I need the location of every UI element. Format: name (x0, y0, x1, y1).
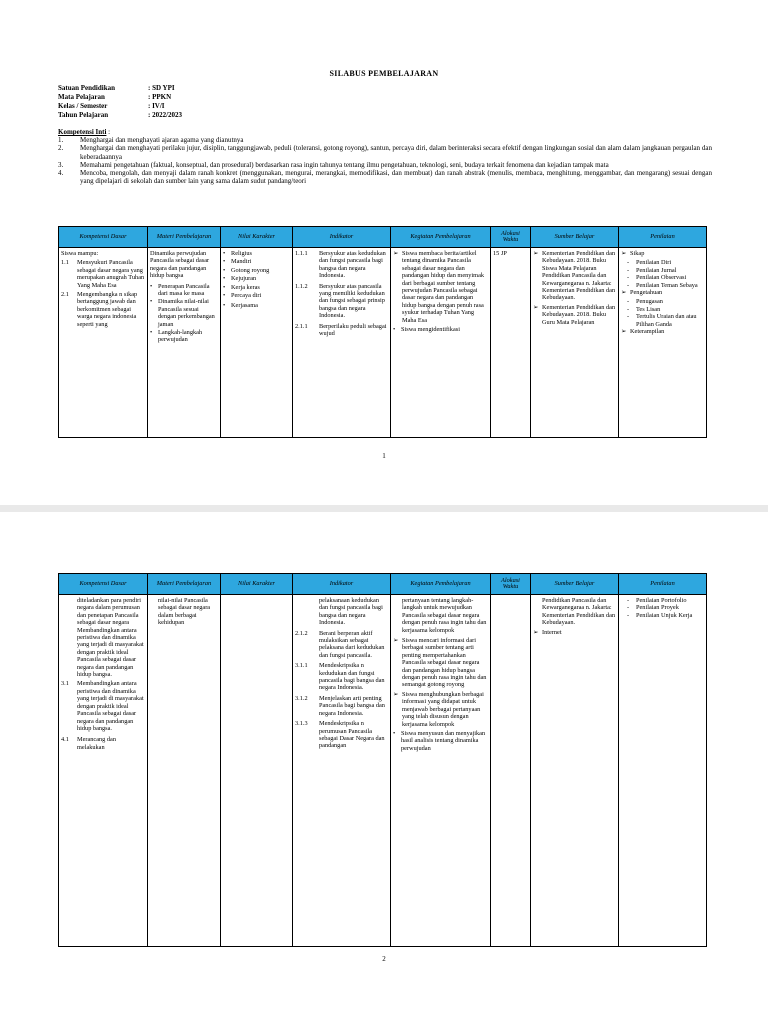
bullet-icon: • (223, 250, 226, 257)
materi-item (150, 283, 218, 298)
cell-penilaian (619, 248, 707, 438)
cell-kegiatan (391, 595, 491, 947)
penilaian-item (621, 604, 704, 611)
kegiatan-item (393, 326, 488, 333)
nilai-item (223, 250, 290, 257)
kegiatan-text: Siswa membaca berita/artikel tentang dinamika Pancasila sebagai dasar negara dan pandangan hidup dan menyimak dari berbagai sumber tentang perwujudan Pancasila sebagai dasar negara dan pandangan hidup bangsa dengan penuh rasa syukur terhadap Tuhan Yang Maha Esa (402, 250, 485, 324)
penilaian-text: Penilaian Portofolio (636, 597, 687, 604)
header-alokasi-waktu: Alokasi Waktu (491, 227, 531, 248)
ki-title: Kompetensi Inti (58, 128, 107, 136)
penilaian-item (621, 267, 704, 274)
kd-intro: Siswa mampu: (61, 250, 99, 257)
arrow-bullet-icon: ➢ (533, 628, 539, 636)
cell-alokasi-waktu: 15 JP (491, 248, 531, 438)
dash-icon: - (627, 604, 630, 612)
meta-label: Mata Pelajaran (58, 93, 105, 101)
indikator-text: Mendeskripsika n kedudukan dan fungsi pancasila bagi bangsa dan negara Indonesia. (319, 662, 385, 692)
ki-item (58, 144, 712, 160)
meta-row (58, 84, 182, 93)
indikator-number: 3.1.1 (295, 662, 308, 670)
indikator-item (295, 662, 388, 692)
kd-text: Mensyukuri Pancasila sebagai dasar negara yang merupakan anugrah Tuhan Yang Maha Esa (77, 259, 145, 289)
indikator-number: 3.1.2 (295, 694, 308, 702)
indikator-number: 2.1.2 (295, 629, 308, 637)
meta-value: : SD YPI (148, 84, 175, 92)
cell-indikator (293, 248, 391, 438)
silabus-table-page-2 (58, 573, 707, 947)
cell-kompetensi-dasar (59, 248, 148, 438)
nilai-text: Religius (231, 250, 252, 257)
bullet-icon: • (223, 258, 226, 266)
arrow-bullet-icon: ➢ (533, 303, 539, 311)
header-nilai-karakter: Nilai Karakter (221, 227, 293, 248)
header-sumber-belajar: Sumber Belajar (531, 574, 619, 595)
kd-number: 3.1 (61, 680, 69, 688)
sumber-item (533, 304, 616, 326)
penilaian-item (621, 274, 704, 281)
penilaian-group-title: Keterampilan (630, 328, 665, 336)
dash-icon: - (627, 259, 630, 267)
kd-number: 1.1 (61, 259, 69, 267)
indikator-item (295, 250, 388, 280)
kegiatan-item (393, 730, 488, 752)
header-materi: Materi Pembelajaran (148, 574, 221, 595)
arrow-bullet-icon: ➢ (393, 637, 399, 645)
nilai-text: Kerja keras (231, 283, 260, 291)
header-indikator: Indikator (293, 227, 391, 248)
ki-number: 3. (58, 160, 64, 169)
arrow-bullet-icon: ➢ (533, 250, 539, 257)
sumber-continuation: Pendidikan Pancasila dan Kewarganegaraa n. Jakarta: Kementerian Pendidikan dan Kebudayaan. (542, 597, 616, 627)
cell-sumber-belajar (531, 248, 619, 438)
bullet-icon: • (393, 729, 396, 737)
indikator-item (295, 695, 388, 717)
materi-item (150, 298, 218, 328)
kegiatan-item (393, 691, 488, 728)
kd-text: Membandingkan antara peristiwa dan dinamika yang terjadi di masyarakat dengan praktik ideal Pancasila sebagai dasar negara dan pandangan hidup bangsa. (77, 680, 144, 732)
dash-icon: - (627, 313, 630, 321)
header-materi: Materi Pembelajaran (148, 227, 221, 248)
cell-penilaian (619, 595, 707, 947)
table-row (59, 248, 707, 438)
cell-nilai-karakter (221, 595, 293, 947)
indikator-item (295, 720, 388, 750)
penilaian-text: Penilaian Teman Sebaya (636, 281, 698, 289)
kegiatan-text: Siswa mengidentifikasi (401, 326, 460, 334)
meta-row (58, 93, 182, 102)
nilai-item (223, 267, 290, 274)
document-title: SILABUS PEMBELAJARAN (329, 69, 439, 78)
kd-item (61, 736, 145, 751)
arrow-bullet-icon: ➢ (621, 250, 627, 257)
sumber-item (533, 629, 616, 636)
ki-text: Mencoba, mengolah, dan menyaji dalam ranah konkret (menggunakan, mengurai, merangkai, memodifikasi, dan membuat) dan ranah abstrak (menulis, membaca, menghitung, menggambar, dan mengarang) sesuai dengan yang dipelajari di sekolah dan sumber lain yang sama dalam sudut pandang/teori (80, 169, 712, 186)
table-header-row (59, 574, 707, 595)
materi-item (150, 329, 218, 344)
header-kegiatan: Kegiatan Pembelajaran (391, 574, 491, 595)
nilai-item (223, 275, 290, 282)
ki-number: 2. (58, 144, 64, 153)
ki-colon: : (106, 128, 111, 136)
kd-continuation: diteladankan para pendiri negara dalam perumusan dan penetapan Pancasila sebagai dasar negara Membandingkan antara peristiwa dan dinamika yang terjadi di masyarakat dengan praktik ideal Pancasila sebagai dasar negara dan pandangan hidup bangsa. (77, 597, 144, 679)
sumber-text: Kementerian Pendidikan dan Kebudayaan. 2018. Buku Siswa Mata Pelajaran Pendidikan Pancasila dan Kewarganegaraa n. Jakarta: Kementerian Pendidikan dan Kebudayaan. (542, 250, 616, 302)
nilai-text: Gotong royong (231, 266, 270, 274)
page-number: 2 (382, 955, 386, 963)
header-penilaian: Penilaian (619, 574, 707, 595)
cell-sumber-belajar (531, 595, 619, 947)
ki-heading (58, 128, 712, 136)
materi-continuation: nilai-nilai Pancasila sebagai dasar negara dalam berbagai kehidupan (158, 597, 211, 627)
nilai-item (223, 292, 290, 299)
indikator-text: Berani berperan aktif mulaksikan sebagai pelaksana dari kedudukan dan fungsi pancasila. (319, 629, 385, 659)
bullet-icon: • (223, 292, 226, 300)
kd-number: 2.1 (61, 291, 69, 299)
kegiatan-item (393, 637, 488, 689)
kd-item (61, 680, 145, 732)
nilai-text: Kejujuran (231, 275, 257, 283)
nilai-item (223, 258, 290, 265)
penilaian-item (621, 306, 704, 313)
penilaian-item (621, 298, 704, 305)
ki-number: 1. (58, 136, 64, 145)
penilaian-text: Penilaian Jurnal (636, 266, 677, 274)
arrow-bullet-icon: ➢ (393, 250, 399, 257)
sumber-item (533, 250, 616, 302)
penilaian-text: Penugasan (636, 298, 663, 306)
kd-text: Mengembangka n sikap bertanggung jawab dan berkomitmen sebagai warga negara indonesia seperti yang (77, 291, 138, 328)
kd-item (61, 291, 145, 328)
meta-row (58, 102, 182, 111)
kompetensi-inti (58, 128, 712, 185)
ki-text: Menghargai dan menghayati ajaran agama yang dianutnya (80, 136, 244, 145)
cell-kompetensi-dasar (59, 595, 148, 947)
document-meta (58, 84, 182, 120)
dash-icon: - (627, 597, 630, 604)
bullet-icon: • (223, 266, 226, 274)
meta-label: Tahun Pelajaran (58, 111, 109, 119)
nilai-text: Mandiri (231, 258, 252, 266)
dash-icon: - (627, 298, 630, 306)
penilaian-text: Tertulis Uraian dan atau Pilihan Ganda (636, 313, 697, 328)
indikator-item (295, 630, 388, 660)
dash-icon: - (627, 274, 630, 282)
penilaian-group (621, 289, 704, 296)
kegiatan-text: Siswa menyusun dan menyajikan hasil analisis tentang dinamika perwujudan (401, 729, 486, 752)
nilai-item (223, 284, 290, 291)
indikator-item (295, 323, 388, 338)
indikator-number: 3.1.3 (295, 720, 308, 728)
indikator-text: Bersyukur atas pancasila yang memiliki kedudukan dan fungsi sebagai prinsip bangsa dan negara Indonesia. (319, 282, 385, 320)
bullet-icon: • (150, 329, 153, 337)
penilaian-text: Penilaian Unjuk Kerja (636, 611, 693, 619)
penilaian-group (621, 328, 704, 335)
cell-alokasi-waktu (491, 595, 531, 947)
kegiatan-text: Siswa mencari informasi dari berbagai sumber tentang arti penting mempertahankan Pancasila sebagai dasar negara dan pandangan hidup bangsa dengan penuh rasa ingin tahu dan semangat gotong royong (402, 637, 487, 689)
table-header-row (59, 227, 707, 248)
arrow-bullet-icon: ➢ (621, 289, 627, 297)
ki-text: Memahami pengetahuan (faktual, konseptual, dan prosedural) berdasarkan rasa ingin tahunya tentang ilmu pengetahuan, teknologi, seni, budaya terkait fenomena dan kejadian tampak mata (80, 160, 609, 169)
kd-number: 4.1 (61, 736, 69, 744)
penilaian-text: Penilaian Observasi (636, 274, 687, 282)
meta-label: Satuan Pendidikan (58, 84, 115, 92)
nilai-text: Kerjasama (231, 302, 258, 310)
bullet-icon: • (223, 275, 226, 283)
penilaian-text: Penilaian Diri (636, 259, 672, 267)
cell-materi (148, 595, 221, 947)
cell-nilai-karakter (221, 248, 293, 438)
table-row (59, 595, 707, 947)
sumber-text: Kementerian Pendidikan dan Kebudayaan. 2018. Buku Guru Mata Pelajaran (542, 303, 616, 326)
document-page-2 (0, 512, 768, 1024)
bullet-icon: • (150, 282, 153, 290)
header-indikator: Indikator (293, 574, 391, 595)
penilaian-item (621, 282, 704, 289)
cell-kegiatan (391, 248, 491, 438)
penilaian-group-title: Sikap (630, 250, 645, 257)
kegiatan-text: Siswa menghubungkan berbagai informasi yang didapat untuk menjawab berbagai pertanyaan yang telah disusun dengan kerjasama kelompok (402, 690, 484, 728)
kegiatan-item (393, 250, 488, 324)
dash-icon: - (627, 611, 630, 619)
dash-icon: - (627, 305, 630, 313)
indikator-text: Menjelaskan arti penting Pancasila bagi bangsa dan negara Indonesia. (319, 694, 385, 717)
meta-value: : IV/I (148, 102, 165, 110)
indikator-text: Bersyukur atas kedudukan dan fungsi pancasila bagi bangsa dan negara Indonesia. (319, 250, 386, 280)
silabus-table-page-1 (58, 226, 707, 438)
penilaian-item (621, 597, 704, 604)
indikator-number: 2.1.1 (295, 322, 308, 330)
kd-item (61, 259, 145, 289)
header-penilaian: Penilaian (619, 227, 707, 248)
materi-text: Penerapan Pancasila dari masa ke masa (158, 282, 210, 298)
indikator-item (295, 283, 388, 320)
ki-text: Menghargai dan menghayati perilaku jujur, disiplin, tanggungjawab, peduli (toleransi, gotong royong), santun, percaya diri, dalam berinteraksi secara efektif dengan lingkungan sosial dan alam dalam jangkauan pergaulan dan keberadaannya (80, 144, 712, 161)
indikator-number: 1.1.2 (295, 282, 308, 290)
ki-item (58, 136, 712, 144)
penilaian-group (621, 250, 704, 257)
meta-row (58, 111, 182, 120)
materi-text: Langkah-langkah perwujudan (158, 329, 203, 344)
dash-icon: - (627, 266, 630, 274)
materi-text: Dinamika nilai-nilai Pancasila sesuai dengan perkembangan jaman (158, 298, 215, 328)
header-kompetensi-dasar: Kompetensi Dasar (59, 574, 148, 595)
indikator-text: Berperilaku peduli sebagai wujud (319, 322, 387, 338)
nilai-item (223, 302, 290, 309)
nilai-text: Percaya diri (231, 292, 262, 300)
dash-icon: - (627, 281, 630, 289)
indikator-text: Mendeskripsika n perumusan Pancasila sebagai Dasar Negara dan pandangan (319, 720, 385, 750)
page-number: 1 (382, 452, 386, 460)
materi-intro: Dinamika perwujudan Pancasila sebagai dasar negara dan pandangan hidup bangsa (150, 250, 210, 280)
header-kegiatan: Kegiatan Pembelajaran (391, 227, 491, 248)
arrow-bullet-icon: ➢ (393, 690, 399, 698)
bullet-icon: • (150, 298, 153, 306)
header-kompetensi-dasar: Kompetensi Dasar (59, 227, 148, 248)
ki-number: 4. (58, 169, 64, 178)
cell-materi (148, 248, 221, 438)
meta-value: : PPKN (148, 93, 172, 101)
penilaian-text: Tes Lisan (636, 305, 661, 313)
cell-indikator (293, 595, 391, 947)
ki-item (58, 161, 712, 169)
ki-item (58, 169, 712, 185)
penilaian-group-title: Pengetahuan (630, 289, 663, 297)
indikator-continuation: pelaksanaan kedudukan dan fungsi pancasila bagi bangsa dan negara Indonesia. (319, 597, 383, 627)
penilaian-item (621, 313, 704, 328)
penilaian-item (621, 259, 704, 266)
meta-label: Kelas / Semester (58, 102, 108, 110)
header-alokasi-waktu: Alokasi Waktu (491, 574, 531, 595)
header-nilai-karakter: Nilai Karakter (221, 574, 293, 595)
arrow-bullet-icon: ➢ (621, 328, 627, 336)
bullet-icon: • (223, 302, 226, 310)
meta-value: : 2022/2023 (148, 111, 183, 119)
penilaian-item (621, 612, 704, 619)
sumber-text: Internet (542, 628, 562, 636)
bullet-icon: • (223, 283, 226, 291)
indikator-number: 1.1.1 (295, 250, 308, 257)
kd-text: Merancang dan melakukan (77, 736, 116, 751)
bullet-icon: • (393, 326, 396, 334)
kegiatan-continuation: pertanyaan tentang langkah-langkah untuk mewujudkan Pancasila sebagai dasar negara dengan penuh rasa ingin tahu dan kerjasama kelompok (402, 597, 487, 634)
header-sumber-belajar: Sumber Belajar (531, 227, 619, 248)
penilaian-text: Penilaian Proyek (636, 604, 679, 612)
